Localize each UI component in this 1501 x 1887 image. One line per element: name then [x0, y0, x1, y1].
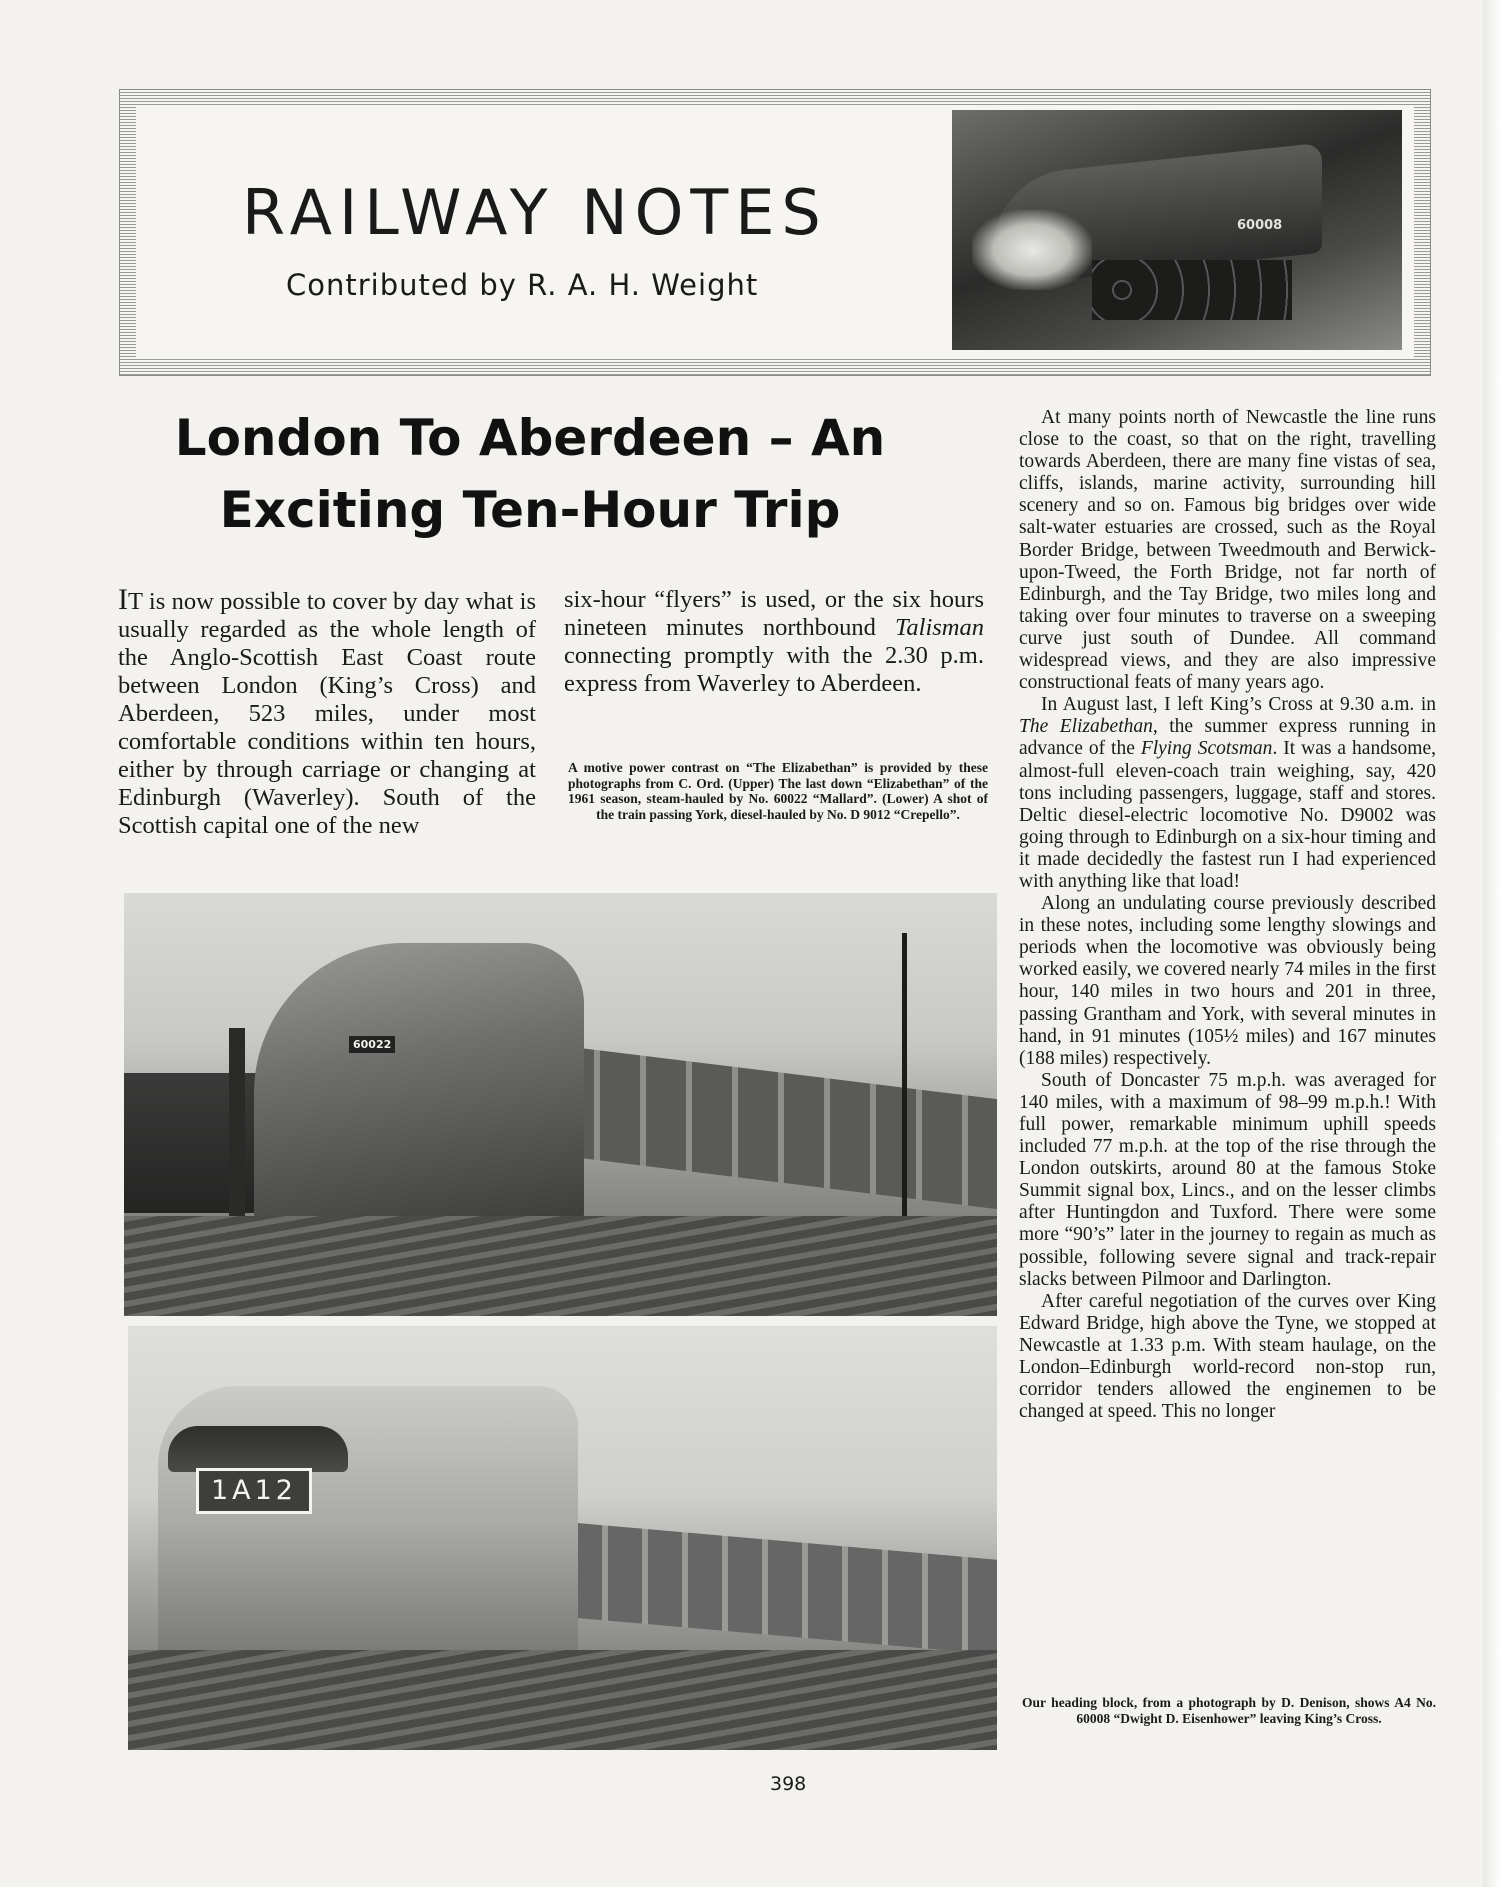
headcode-panel: 1A12 — [196, 1468, 312, 1514]
locomotive-number: 60008 — [1237, 218, 1283, 233]
headline-line-2: Exciting Ten-Hour Trip — [219, 481, 841, 539]
steam-cloud — [972, 210, 1092, 290]
drop-cap: I — [118, 583, 128, 616]
paragraph: Along an undulating course previously described in these notes, including some lengthy slowings and periods when the locomotive was obviously being worked easily, we covered nearly 74 miles in the first hour, 140 miles in two hours and 201 in three, passing Grantham and York, with several minutes in hand, in 91 minutes (105½ miles) and 167 minutes (188 miles) respectively. — [1019, 893, 1436, 1069]
photo-deltic-diesel — [128, 1326, 997, 1750]
column-1-text: T is now possible to cover by day what is usually regarded as the whole length of the Anglo-Scottish East Coast route between London (King’s Cross) and Aberdeen, 523 miles, under most comfortable conditions within ten hours, either by through carriage or changing at Edinburgh (Waverley). South of the Scottish capital one of the new — [118, 588, 536, 839]
p2-text-a: In August last, I left King’s Cross at 9.30 a.m. in — [1041, 694, 1436, 716]
locomotive-number-plate: 60022 — [349, 1036, 395, 1053]
body-column-2 — [564, 586, 984, 698]
paragraph — [1019, 694, 1436, 893]
paragraph: At many points north of Newcastle the line runs close to the coast, so that on the right, travelling towards Aberdeen, there are many fine vistas of sea, cliffs, islands, marine activity, surrounding hill scenery and so on. Famous big bridges over wide salt-water estuaries are crossed, such as the Royal Border Bridge, between Tweedmouth and Berwick-upon-Tweed, the Forth Bridge, not far north of Edinburgh, and the Tay Bridge, two miles long and taking over four minutes to traverse on a sweeping curve just south of Dundee. All command widespread views, and they are also impressive constructional feats of many years ago. — [1019, 407, 1436, 694]
signal-post — [229, 1028, 245, 1218]
heading-photo-locomotive — [952, 110, 1402, 350]
headline-line-1: London To Aberdeen – An — [174, 409, 886, 467]
locomotive-wheels — [1092, 260, 1292, 320]
heading-block — [120, 90, 1430, 375]
section-title: RAILWAY NOTES — [242, 176, 828, 249]
column-2-text-a: six-hour “flyers” is used, or the six hours nineteen minutes northbound — [564, 586, 984, 641]
paragraph: South of Doncaster 75 m.p.h. was averaged for 140 miles, with a maximum of 98–99 m.p.h.! With full power, remarkable minimum uphill speeds included 77 m.p.h. at the top of the rise through the London outskirts, around 80 at the famous Stoke Summit signal box, Lincs., and on the lesser climbs after Huntingdon and Tuxford. There were some more “90’s” later in the journey to regain as much as possible, following severe signal and track-repair slacks between Pilmoor and Darlington. — [1019, 1069, 1436, 1290]
paragraph: After careful negotiation of the curves over King Edward Bridge, high above the Tyne, we stopped at Newcastle at 1.33 p.m. With steam haulage, on the London–Edinburgh world-record non-stop run, corridor tenders allowed the enginemen to be changed at speed. This no longer — [1019, 1290, 1436, 1423]
article-headline — [150, 402, 910, 546]
column-2-text-b: connecting promptly with the 2.30 p.m. express from Waverley to Aberdeen. — [564, 642, 984, 697]
track — [124, 1216, 997, 1316]
a4-locomotive — [254, 943, 584, 1233]
p2-text-c: . It was a handsome, almost-full eleven-coach train weighing, say, 420 tons including passengers, luggage, staff and stores. Deltic diesel-electric locomotive No. D9002 was going through to Edinburgh on a six-hour timing and it made decidedly the fastest run I had experienced with anything like that load! — [1019, 738, 1436, 892]
track — [128, 1650, 997, 1750]
cab-windows — [168, 1426, 348, 1472]
column-2-italic: Talisman — [895, 614, 984, 641]
p2-italic-1: The Elizabethan — [1019, 716, 1153, 738]
coaches — [568, 1522, 997, 1655]
page-edge — [1483, 0, 1501, 1887]
page-number: 398 — [770, 1773, 807, 1795]
p2-italic-2: Flying Scotsman — [1140, 738, 1273, 760]
heading-photo-caption: Our heading block, from a photograph by D. Denison, shows A4 No. 60008 “Dwight D. Eisenhower” leaving King’s Cross. — [1022, 1695, 1436, 1726]
p2-text-b: , the summer express running in advance of the — [1019, 716, 1436, 760]
byline: Contributed by R. A. H. Weight — [286, 268, 759, 302]
photo-caption-top: A motive power contrast on “The Elizabethan” is provided by these photographs from C. Ord. (Upper) The last down “Elizabethan” of the 1961 season, steam-hauled by No. 60022 “Mallard”. (Lower) A shot of the train passing York, diesel-hauled by No. D 9012 “Crepello”. — [568, 760, 988, 822]
body-column-3 — [1019, 407, 1436, 1423]
photo-mallard-steam — [124, 893, 997, 1316]
body-column-1 — [118, 583, 536, 840]
coaches — [554, 1045, 997, 1211]
telegraph-pole — [902, 933, 907, 1233]
